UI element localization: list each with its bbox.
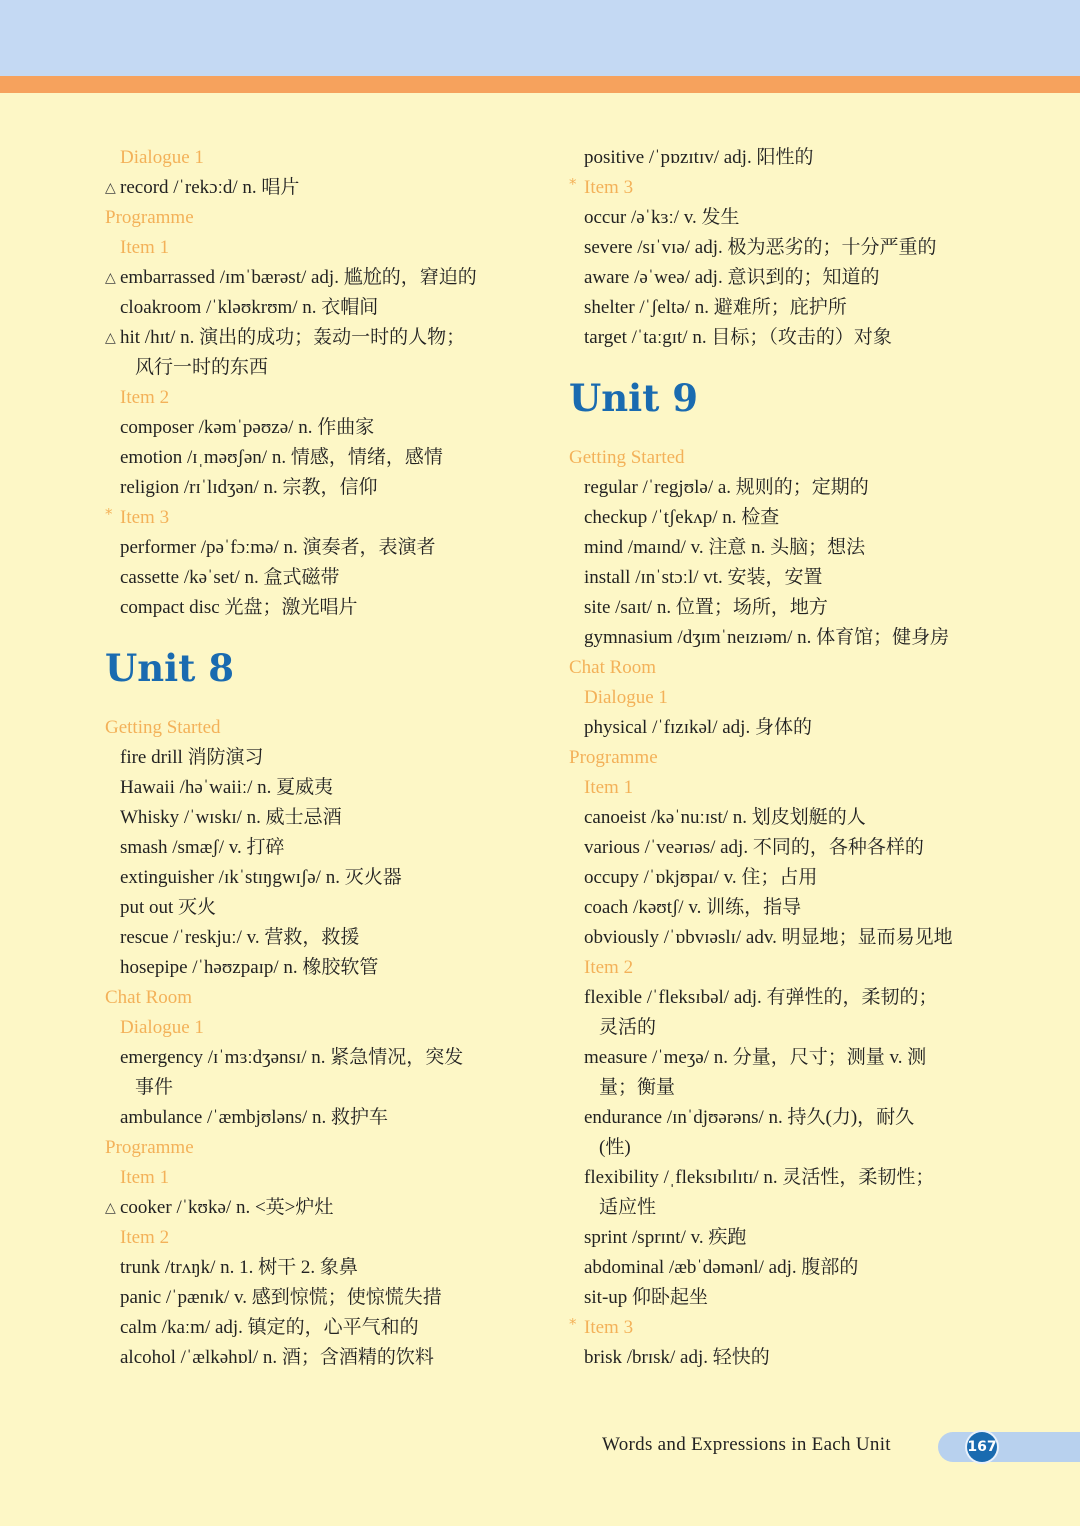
- section-heading: Getting Started: [105, 717, 221, 738]
- header-band: [0, 0, 1080, 76]
- vocab-entry: calm /kaːm/ adj. 镇定的，心平气和的: [120, 1317, 419, 1338]
- vocab-entry: checkup /ˈtʃekʌp/ n. 检查: [584, 507, 780, 528]
- entry-continuation: (性): [599, 1137, 631, 1158]
- section-heading: Getting Started: [569, 447, 685, 468]
- vocab-entry: △ embarrassed /ɪmˈbærəst/ adj. 尴尬的，窘迫的: [105, 263, 525, 293]
- vocab-entry: trunk /trʌŋk/ n. 1. 树干 2. 象鼻: [120, 1257, 358, 1278]
- vocabulary-column-right: [569, 143, 989, 1373]
- page-number-badge: 167: [967, 1432, 997, 1462]
- entry-continuation: 风行一时的东西: [135, 357, 269, 378]
- entry-continuation: 量；衡量: [599, 1077, 676, 1098]
- vocab-entry: install /ɪnˈstɔːl/ vt. 安装，安置: [584, 567, 823, 588]
- subsection-heading: * Item 3: [569, 1313, 989, 1343]
- asterisk-icon: *: [105, 505, 113, 523]
- vocab-entry: hosepipe /ˈhəʊzpaɪp/ n. 橡胶软管: [120, 957, 379, 978]
- vocab-entry: sit-up 仰卧起坐: [584, 1287, 709, 1308]
- vocab-entry: alcohol /ˈælkəhɒl/ n. 酒；含酒精的饮料: [120, 1347, 434, 1368]
- vocab-entry: extinguisher /ɪkˈstɪŋgwɪʃə/ n. 灭火器: [120, 867, 402, 888]
- subsection-heading: Item 2: [120, 1227, 170, 1248]
- subsection-heading: * Item 3: [569, 173, 989, 203]
- vocab-entry: shelter /ˈʃeltə/ n. 避难所；庇护所: [584, 297, 847, 318]
- vocab-entry: regular /ˈregjʊlə/ a. 规则的；定期的: [584, 477, 869, 498]
- subsection-heading: Dialogue 1: [584, 687, 668, 708]
- entry-continuation: 灵活的: [599, 1017, 657, 1038]
- subsection-heading: * Item 3: [105, 503, 525, 533]
- subsection-heading: Item 1: [120, 1167, 170, 1188]
- header-stripe: [0, 76, 1080, 93]
- vocab-entry: ambulance /ˈæmbjʊləns/ n. 救护车: [120, 1107, 388, 1128]
- vocab-entry: smash /smæʃ/ v. 打碎: [120, 837, 285, 858]
- vocab-entry: rescue /ˈreskjuː/ v. 营救，救援: [120, 927, 360, 948]
- section-heading: Programme: [105, 1137, 194, 1158]
- triangle-marker-icon: △: [105, 270, 116, 286]
- subsection-heading: Item 1: [120, 237, 170, 258]
- vocab-entry: canoeist /kəˈnuːɪst/ n. 划皮划艇的人: [584, 807, 866, 828]
- vocab-entry: cassette /kəˈset/ n. 盒式磁带: [120, 567, 340, 588]
- subsection-heading: Item 1: [584, 777, 634, 798]
- vocab-entry: various /ˈveərɪəs/ adj. 不同的，各种各样的: [584, 837, 924, 858]
- asterisk-icon: *: [569, 175, 577, 193]
- section-heading: Programme: [569, 747, 658, 768]
- unit-heading: Unit 8: [105, 646, 234, 690]
- vocab-entry: target /ˈtaːgɪt/ n. 目标；（攻击的）对象: [584, 327, 892, 348]
- vocab-entry: site /saɪt/ n. 位置；场所，地方: [584, 597, 828, 618]
- vocab-entry: sprint /sprɪnt/ v. 疾跑: [584, 1227, 747, 1248]
- vocab-entry: △ hit /hɪt/ n. 演出的成功；轰动一时的人物；: [105, 323, 525, 353]
- vocab-entry: religion /rɪˈlɪdʒən/ n. 宗教，信仰: [120, 477, 378, 498]
- vocab-entry: △ record /ˈrekɔːd/ n. 唱片: [105, 173, 525, 203]
- vocab-entry: positive /ˈpɒzɪtɪv/ adj. 阳性的: [584, 147, 814, 168]
- vocabulary-column-left: [105, 143, 525, 1373]
- vocab-entry: brisk /brɪsk/ adj. 轻快的: [584, 1347, 770, 1368]
- vocab-entry: abdominal /æbˈdəmənl/ adj. 腹部的: [584, 1257, 859, 1278]
- vocab-entry: severe /sɪˈvɪə/ adj. 极为恶劣的；十分严重的: [584, 237, 937, 258]
- vocab-entry: occupy /ˈɒkjʊpaɪ/ v. 住；占用: [584, 867, 818, 888]
- vocab-entry: compact disc 光盘；激光唱片: [120, 597, 358, 618]
- vocab-entry: △ cooker /ˈkʊkə/ n. <英>炉灶: [105, 1193, 525, 1223]
- triangle-marker-icon: △: [105, 1200, 116, 1216]
- subsection-heading: Dialogue 1: [120, 1017, 204, 1038]
- vocab-entry: physical /ˈfɪzɪkəl/ adj. 身体的: [584, 717, 812, 738]
- vocab-entry: occur /əˈkɜː/ v. 发生: [584, 207, 740, 228]
- section-heading: Chat Room: [569, 657, 657, 678]
- vocab-entry: Hawaii /həˈwaiiː/ n. 夏威夷: [120, 777, 334, 798]
- triangle-marker-icon: △: [105, 180, 116, 196]
- vocab-entry: measure /ˈmeʒə/ n. 分量，尺寸；测量 v. 测: [584, 1047, 927, 1068]
- vocab-entry: flexible /ˈfleksɪbəl/ adj. 有弹性的，柔韧的；: [584, 987, 938, 1008]
- vocab-entry: coach /kəʊtʃ/ v. 训练，指导: [584, 897, 802, 918]
- section-heading: Programme: [105, 207, 194, 228]
- entry-continuation: 事件: [135, 1077, 174, 1098]
- vocab-entry: performer /pəˈfɔːmə/ n. 演奏者，表演者: [120, 537, 436, 558]
- subsection-heading: Dialogue 1: [120, 147, 204, 168]
- section-heading: Chat Room: [105, 987, 193, 1008]
- unit-heading: Unit 9: [569, 376, 698, 420]
- vocab-entry: Whisky /ˈwɪskɪ/ n. 威士忌酒: [120, 807, 342, 828]
- vocab-entry: emergency /ɪˈmɜːdʒənsɪ/ n. 紧急情况，突发: [120, 1047, 464, 1068]
- vocab-entry: flexibility /ˌfleksɪbɪlɪtɪ/ n. 灵活性，柔韧性；: [584, 1167, 935, 1188]
- vocab-entry: put out 灭火: [120, 897, 217, 918]
- vocab-entry: obviously /ˈɒbvɪəslɪ/ adv. 明显地；显而易见地: [584, 927, 953, 948]
- vocab-entry: aware /əˈweə/ adj. 意识到的；知道的: [584, 267, 880, 288]
- entry-continuation: 适应性: [599, 1197, 657, 1218]
- asterisk-icon: *: [569, 1315, 577, 1333]
- triangle-marker-icon: △: [105, 330, 116, 346]
- subsection-heading: Item 2: [584, 957, 634, 978]
- vocab-entry: mind /maɪnd/ v. 注意 n. 头脑；想法: [584, 537, 866, 558]
- vocab-entry: emotion /ɪˌməʊʃən/ n. 情感，情绪，感情: [120, 447, 443, 468]
- vocab-entry: gymnasium /dʒɪmˈneɪzɪəm/ n. 体育馆；健身房: [584, 627, 950, 648]
- vocab-entry: endurance /ɪnˈdjʊərəns/ n. 持久(力)，耐久: [584, 1107, 915, 1128]
- footer-tab: [938, 1432, 1080, 1462]
- footer-title: Words and Expressions in Each Unit: [602, 1434, 891, 1455]
- vocab-entry: panic /ˈpænɪk/ v. 感到惊慌；使惊慌失措: [120, 1287, 442, 1308]
- vocab-entry: composer /kəmˈpəʊzə/ n. 作曲家: [120, 417, 375, 438]
- subsection-heading: Item 2: [120, 387, 170, 408]
- vocab-entry: cloakroom /ˈkləʊkrʊm/ n. 衣帽间: [120, 297, 379, 318]
- vocab-entry: fire drill 消防演习: [120, 747, 264, 768]
